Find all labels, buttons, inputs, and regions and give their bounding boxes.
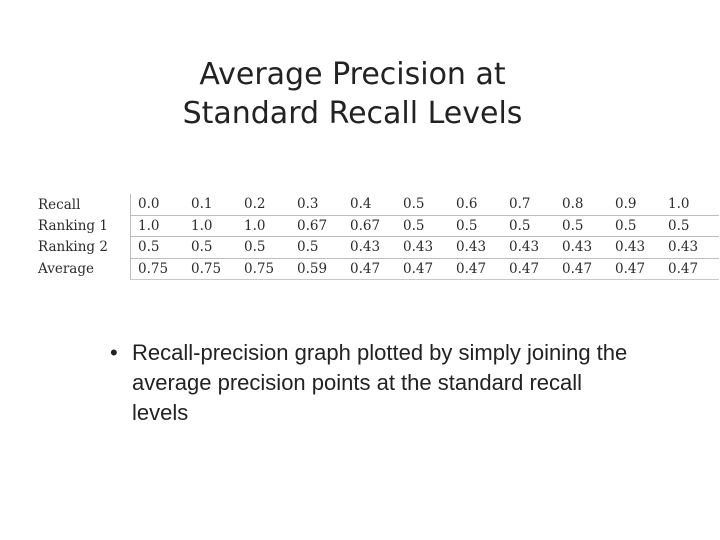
table-cell: 0.3 <box>295 194 348 215</box>
table-row <box>34 194 719 215</box>
row-label: Ranking 2 <box>38 239 108 256</box>
table-cell: 0.2 <box>242 194 295 215</box>
table-cell: 0.5 <box>454 215 507 237</box>
table-cell: 0.5 <box>666 215 719 237</box>
table-cell: 0.43 <box>666 237 719 259</box>
table-cell: 0.9 <box>613 194 666 215</box>
table-row <box>34 237 719 259</box>
table-cell: 0.5 <box>401 194 454 215</box>
table-cell: 0.75 <box>189 258 242 280</box>
table-cell: 0.47 <box>454 258 507 280</box>
table-cell: 0.5 <box>189 237 242 259</box>
table-cell: 1.0 <box>189 215 242 237</box>
table-cell: 0.5 <box>560 215 613 237</box>
table-cell: 0.5 <box>242 237 295 259</box>
precision-table-container <box>34 194 719 280</box>
slide-title <box>100 55 605 133</box>
table-cell: 0.47 <box>348 258 401 280</box>
table-cell: 0.43 <box>507 237 560 259</box>
table-cell: 0.43 <box>454 237 507 259</box>
bullet-list <box>110 338 630 428</box>
bullet-text: Recall-precision graph plotted by simply joining the average precision points at the standard recall levels <box>132 340 628 425</box>
precision-recall-table <box>34 194 719 280</box>
table-cell: 0.47 <box>507 258 560 280</box>
table-cell: 0.67 <box>348 215 401 237</box>
table-cell: 0.1 <box>189 194 242 215</box>
table-cell: 0.47 <box>401 258 454 280</box>
slide-title-line-1: Average Precision at <box>199 57 506 92</box>
table-cell: 1.0 <box>666 194 719 215</box>
table-cell: 0.75 <box>242 258 295 280</box>
row-label: Ranking 1 <box>38 217 108 234</box>
table-cell: 0.5 <box>507 215 560 237</box>
table-cell: 0.47 <box>613 258 666 280</box>
table-cell: 0.43 <box>613 237 666 259</box>
table-cell: 0.47 <box>560 258 613 280</box>
table-cell: 1.0 <box>131 215 190 237</box>
table-cell: 1.0 <box>242 215 295 237</box>
table-cell: 0.43 <box>560 237 613 259</box>
table-cell: 0.5 <box>401 215 454 237</box>
table-cell: 0.67 <box>295 215 348 237</box>
table-cell: 0.43 <box>401 237 454 259</box>
bullet-glyph: • <box>110 340 118 365</box>
table-cell: 0.5 <box>613 215 666 237</box>
table-cell: 0.75 <box>131 258 190 280</box>
table-cell: 0.4 <box>348 194 401 215</box>
table-cell: 0.47 <box>666 258 719 280</box>
row-label: Average <box>38 260 94 277</box>
table-row <box>34 215 719 237</box>
table-cell: 0.0 <box>131 194 190 215</box>
table-cell: 0.59 <box>295 258 348 280</box>
table-cell: 0.5 <box>295 237 348 259</box>
table-cell: 0.8 <box>560 194 613 215</box>
table-row <box>34 258 719 280</box>
row-label: Recall <box>38 196 81 213</box>
table-cell: 0.43 <box>348 237 401 259</box>
bullet-item <box>110 338 630 428</box>
table-cell: 0.5 <box>131 237 190 259</box>
table-cell: 0.7 <box>507 194 560 215</box>
table-cell: 0.6 <box>454 194 507 215</box>
slide-title-line-2: Standard Recall Levels <box>182 96 523 131</box>
